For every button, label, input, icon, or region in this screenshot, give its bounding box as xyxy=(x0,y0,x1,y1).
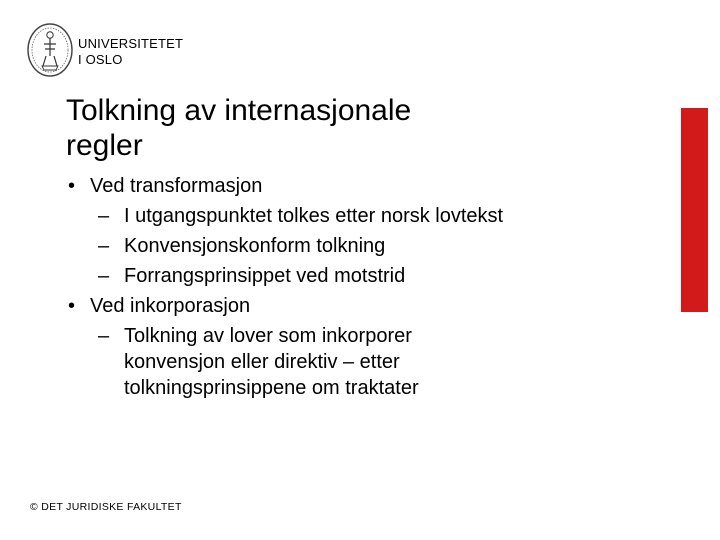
footer-text: © DET JURIDISKE FAKULTET xyxy=(30,501,182,513)
slide-body xyxy=(68,171,668,401)
dash-marker: – xyxy=(98,205,110,227)
slide-title-line2: regler xyxy=(66,129,143,162)
bullet-text: Ved inkorporasjon xyxy=(90,295,251,317)
dash-marker: – xyxy=(98,265,110,287)
bullet-marker: • xyxy=(68,295,76,317)
slide-title xyxy=(66,93,626,163)
dash-marker: – xyxy=(98,235,110,257)
sub-bullet-item xyxy=(68,231,668,261)
university-seal-icon xyxy=(26,22,74,78)
university-name-line1: UNIVERSITETET xyxy=(78,36,184,51)
sub-bullet-item xyxy=(68,261,668,291)
accent-bar xyxy=(681,108,708,312)
sub-bullet-item xyxy=(68,321,484,401)
bullet-item xyxy=(68,171,668,201)
slide-title-line1: Tolkning av internasjonale xyxy=(66,94,412,127)
sub-bullet-text: Forrangsprinsippet ved motstrid xyxy=(124,265,406,287)
dash-marker: – xyxy=(98,325,110,347)
sub-bullet-item xyxy=(68,201,668,231)
university-name xyxy=(78,36,183,68)
sub-bullet-text: Konvensjonskonform tolkning xyxy=(124,235,386,257)
sub-bullet-text: I utgangspunktet tolkes etter norsk lovtekst xyxy=(124,205,504,227)
university-name-line2: I OSLO xyxy=(78,52,123,67)
bullet-item xyxy=(68,291,668,321)
bullet-marker: • xyxy=(68,175,76,197)
bullet-text: Ved transformasjon xyxy=(90,175,263,197)
sub-bullet-text: Tolkning av lover som inkorporer konvensjon eller direktiv – etter tolkningsprinsippene om traktater xyxy=(124,325,419,399)
